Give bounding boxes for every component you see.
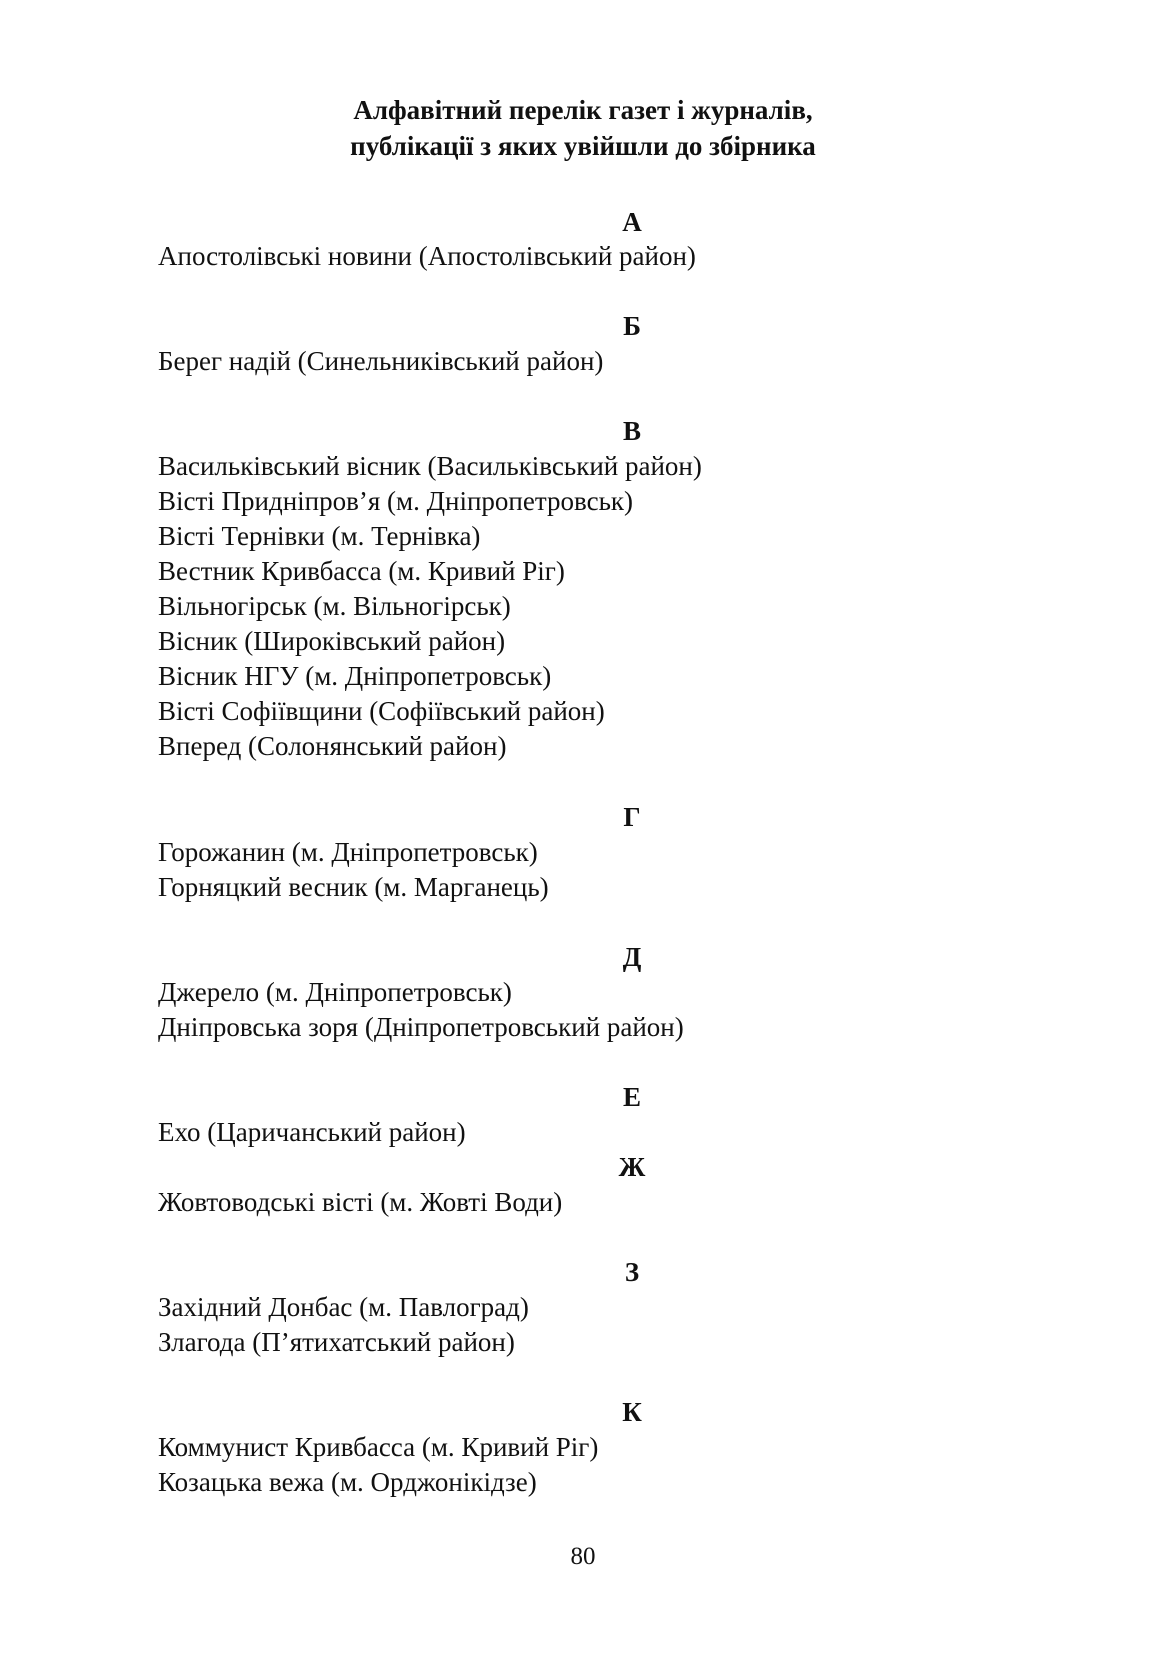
list-item: Васильківський вісник (Васильківський район) — [158, 451, 702, 481]
list-item: Злагода (П’ятихатський район) — [158, 1327, 515, 1357]
list-item: Вісті Тернівки (м. Тернівка) — [158, 521, 481, 551]
section-letter-zh: Ж — [618, 1152, 646, 1182]
list-item: Горожанин (м. Дніпропетровськ) — [158, 837, 538, 867]
list-item: Вільногірськ (м. Вільногірськ) — [158, 591, 511, 621]
section-letter-d: Д — [622, 942, 642, 972]
section-letter-z: З — [624, 1257, 640, 1287]
section-letter-h: Г — [623, 802, 641, 832]
list-item: Берег надій (Синельниківський район) — [158, 346, 604, 376]
list-item: Вестник Кривбасса (м. Кривий Ріг) — [158, 556, 565, 586]
page-title-line-2: публікації з яких увійшли до збірника — [350, 131, 816, 161]
list-item: Вісник (Широківський район) — [158, 626, 506, 656]
list-item: Вісник НГУ (м. Дніпропетровськ) — [158, 661, 552, 691]
list-item: Вісті Придніпров’я (м. Дніпропетровськ) — [158, 486, 633, 516]
section-letter-k: К — [622, 1397, 642, 1427]
list-item: Жовтоводські вісті (м. Жовті Води) — [158, 1187, 563, 1217]
list-item: Козацька вежа (м. Орджонікідзе) — [158, 1467, 537, 1497]
section-letter-b: Б — [623, 311, 641, 341]
list-item: Коммунист Кривбасса (м. Кривий Ріг) — [158, 1432, 599, 1462]
section-letter-a: А — [622, 207, 642, 237]
list-item: Вперед (Солонянський район) — [158, 731, 507, 761]
list-item: Вісті Софіївщини (Софіївський район) — [158, 696, 605, 726]
list-item: Дніпровська зоря (Дніпропетровський район) — [158, 1012, 684, 1042]
list-item: Джерело (м. Дніпропетровськ) — [158, 977, 512, 1007]
page-title-line-1: Алфавітний перелік газет і журналів, — [353, 95, 813, 125]
list-item: Горняцкий весник (м. Марганець) — [158, 872, 549, 902]
list-item: Західний Донбас (м. Павлоград) — [158, 1292, 529, 1322]
section-letter-v: В — [622, 416, 641, 446]
section-letter-e: Е — [622, 1082, 641, 1112]
list-item: Апостолівські новини (Апостолівський район) — [158, 241, 696, 271]
page-number: 80 — [570, 1543, 596, 1570]
list-item: Ехо (Царичанський район) — [158, 1117, 466, 1147]
